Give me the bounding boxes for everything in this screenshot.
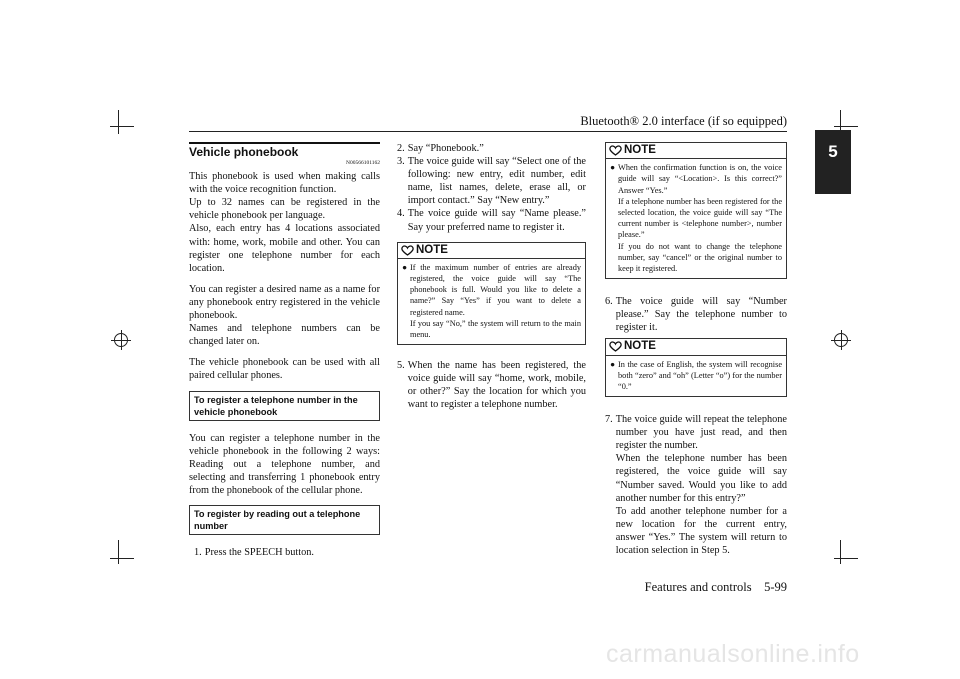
paragraph-names: You can register a desired name as a name for any phonebook entry registered in the vehicle phonebook. Names and telephone numbers can be changed later on. <box>189 283 380 348</box>
crop-mark-bottom-right-h <box>834 558 858 559</box>
section-title: Vehicle phonebook <box>189 142 380 159</box>
column-1 <box>189 142 380 559</box>
bullet-icon: ● <box>610 163 616 173</box>
step-text: The voice guide will say “Select one of the following: new entry, edit number, edit name, list names, delete, erase all, or import contact.” Say “New entry.” <box>407 156 586 207</box>
step-7 <box>605 413 787 557</box>
note-icon <box>401 245 414 256</box>
step-number: 3. <box>397 156 405 168</box>
step-2 <box>397 142 586 155</box>
note-box <box>397 242 586 346</box>
chapter-tab: 5 <box>815 130 851 194</box>
crop-mark-top-left-h <box>110 126 134 127</box>
note-header <box>606 339 786 355</box>
step-number: 7. <box>605 414 613 426</box>
note-header <box>398 243 585 259</box>
step-3 <box>397 155 586 207</box>
bullet-icon: ● <box>610 359 616 369</box>
crop-mark-bottom-left <box>118 540 119 564</box>
header-rule <box>189 131 787 132</box>
note-icon <box>609 341 622 352</box>
crop-mark-bottom-right <box>840 540 841 564</box>
note-text: If the maximum number of entries are already registered, the voice guide will say “The phonebook is full. Would you like to delete a name?” Say “Yes” if you want to delete a registered name. If you say “No,” the system will return to the main menu. <box>410 262 581 339</box>
step-text: The voice guide will say “Name please.” Say your preferred name to register it. <box>407 208 586 233</box>
paragraph-intro: This phonebook is used when making calls with the voice recognition function. Up to 32 names can be registered in the vehicle phonebook per language. Also, each entry has 4 locations associated with: home, work, mobile and other. You can register one telephone number for each location. <box>189 171 380 274</box>
note-box-confirmation <box>605 142 787 279</box>
crop-mark-top-right-h <box>834 126 858 127</box>
note-label: NOTE <box>416 243 448 256</box>
note-text: In the case of English, the system will recognise both “zero” and “oh” (Letter “o”) for the number “0.” <box>618 359 782 391</box>
note-label: NOTE <box>624 340 656 353</box>
step-number: 4. <box>397 208 405 220</box>
note-header <box>606 143 786 159</box>
subheading-read-out: To register by reading out a telephone number <box>189 505 380 535</box>
section-code: N00566101162 <box>345 160 380 167</box>
registration-mark-left <box>114 333 128 347</box>
note-body <box>398 259 585 344</box>
registration-mark-right <box>834 333 848 347</box>
step-number: 2. <box>397 143 405 154</box>
watermark: carmanualsonline.info <box>606 640 860 668</box>
step-4 <box>397 207 586 233</box>
note-body <box>606 356 786 397</box>
note-box-zero <box>605 338 787 397</box>
paragraph-two-ways: You can register a telephone number in the vehicle phonebook in the following 2 ways: Reading out a telephone number, and selecting and transferring 1 phonebook entry from the phonebook of the cellular phone. <box>189 432 380 496</box>
note-body <box>606 159 786 278</box>
step-text: The voice guide will say “Number please.” Say the telephone number to register it. <box>615 296 787 334</box>
step-number: 6. <box>605 296 613 308</box>
step-text: The voice guide will repeat the telephone number you have just read, and then register the number. When the telephone number has been registered, the voice guide will say “Number saved. Would you like to add another number for this entry?” To add another telephone number for a new location for the current entry, answer “Yes.” The system will return to location selection in Step 5. <box>615 414 787 557</box>
note-text: When the confirmation function is on, the voice guide will say “<Location>. Is this correct?” Answer “Yes.” If a telephone number has been registered for the selected location, the voice guide will say “The current number is <telephone number>, number please.” If you do not want to change the telephone number, say “cancel” or the original number to keep it registered. <box>618 163 782 273</box>
step-5 <box>397 359 586 411</box>
step-1 <box>189 546 380 559</box>
column-2 <box>397 142 586 412</box>
crop-mark-bottom-left-h <box>110 558 134 559</box>
paragraph-paired: The vehicle phonebook can be used with all paired cellular phones. <box>189 357 380 382</box>
bullet-icon: ● <box>402 262 408 272</box>
footer-page-number: 5-99 <box>764 580 787 594</box>
crop-mark-top-left <box>118 110 119 134</box>
step-number: 5. <box>397 360 405 372</box>
step-text: Say “Phonebook.” <box>407 143 484 154</box>
page-footer <box>645 580 787 595</box>
subheading-register-number: To register a telephone number in the vehicle phonebook <box>189 391 380 421</box>
column-3 <box>605 142 787 557</box>
step-6 <box>605 295 787 334</box>
step-text: Press the SPEECH button. <box>204 546 315 558</box>
page-header-title: Bluetooth® 2.0 interface (if so equipped) <box>580 114 787 128</box>
note-icon <box>609 145 622 156</box>
footer-section: Features and controls <box>644 580 752 594</box>
note-label: NOTE <box>624 144 656 156</box>
step-number: 1. <box>194 546 202 558</box>
step-text: When the name has been registered, the voice guide will say “home, work, mobile, or other?” Say the location for which you want to register a telephone number. <box>407 360 586 411</box>
